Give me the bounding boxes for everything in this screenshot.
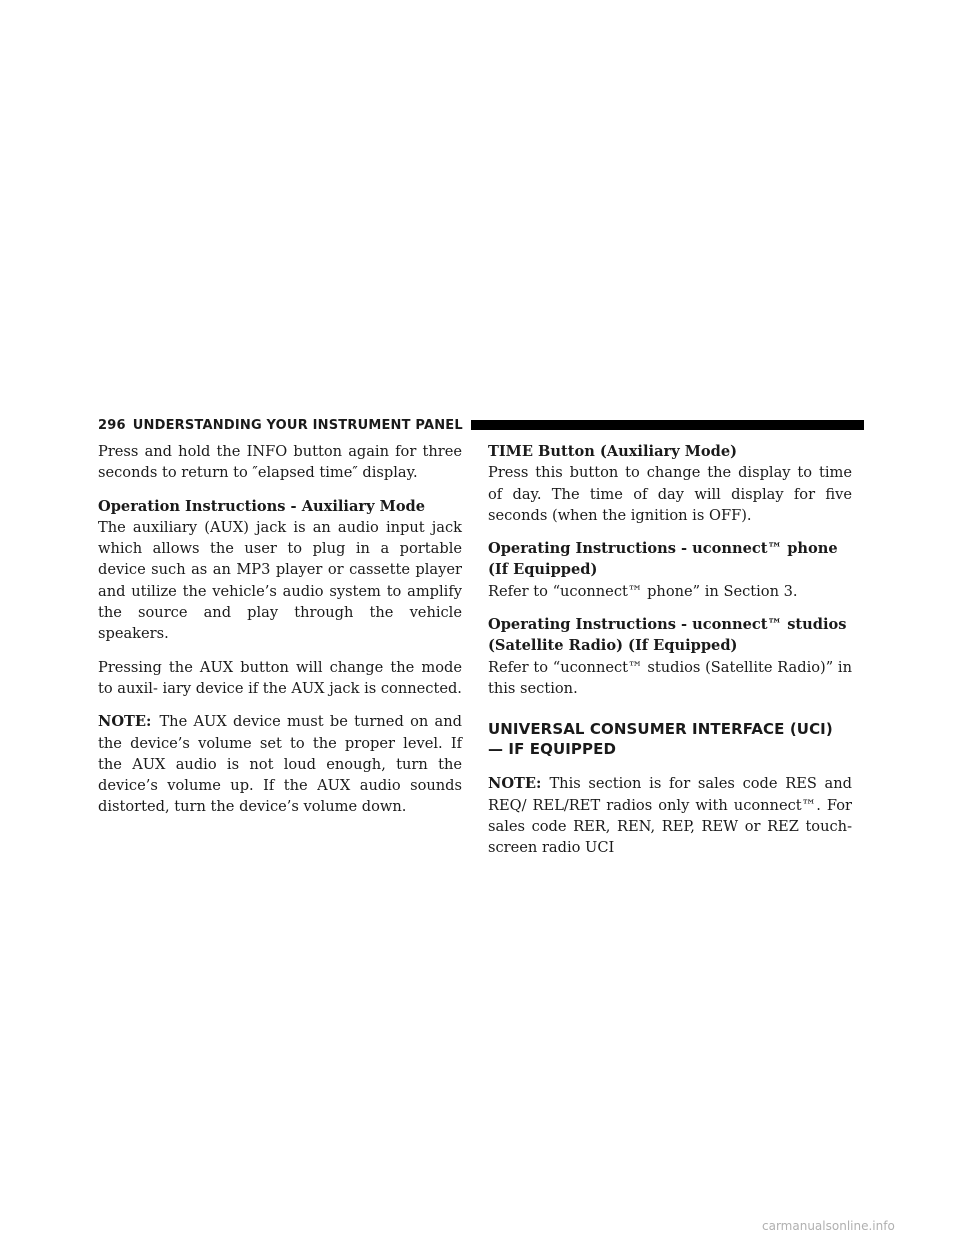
- note-uci: [488, 773, 852, 858]
- paragraph-info-elapsed: Press and hold the INFO button again for three seconds to return to ″elapsed time″ display.: [98, 443, 462, 482]
- heading-time-button: TIME Button (Auxiliary Mode): [488, 443, 738, 460]
- paragraph-time-button: Press this button to change the display to time of day. The time of day will display for five seconds (when the ignition is OFF).: [488, 464, 852, 524]
- heading-uconnect-phone: Operating Instructions - uconnect™ phone (If Equipped): [488, 540, 838, 579]
- note-label: NOTE:: [98, 713, 152, 731]
- section-title: UNDERSTANDING YOUR INSTRUMENT PANEL: [132, 417, 463, 433]
- header-rule: [471, 420, 864, 430]
- paragraph-uconnect-studios: Refer to “uconnect™ studios (Satellite Radio)” in this section.: [488, 658, 852, 697]
- page-number: 296: [98, 417, 126, 433]
- note-text: This section is for sales code RES and REQ/ REL/RET radios only with uconnect™. For sales code RER, REN, REP, REW or REZ touch-screen radio UCI: [488, 775, 852, 857]
- note-text: The AUX device must be turned on and the device’s volume set to the proper level. If the AUX audio is not loud enough, turn the device’s volume up. If the AUX audio sounds distorted, turn the device’s volume down.: [98, 713, 462, 816]
- paragraph-aux-button: Pressing the AUX button will change the mode to auxil- iary device if the AUX jack is connected.: [98, 658, 462, 697]
- heading-uconnect-studios: Operating Instructions - uconnect™ studios (Satellite Radio) (If Equipped): [488, 616, 847, 655]
- left-column: [98, 441, 462, 830]
- note-label: NOTE:: [488, 775, 542, 793]
- paragraph-aux-jack: The auxiliary (AUX) jack is an audio input jack which allows the user to plug in a portable device such as an MP3 player or cassette player and utilize the vehicle’s audio system to amplify the source and play through the vehicle speakers.: [98, 518, 462, 643]
- note-aux-device: [98, 711, 462, 817]
- page-header: [98, 416, 864, 434]
- heading-auxiliary-mode: Operation Instructions - Auxiliary Mode: [98, 497, 426, 515]
- watermark: carmanualsonline.info: [762, 1219, 895, 1233]
- right-column: [488, 441, 852, 870]
- paragraph-uconnect-phone: Refer to “uconnect™ phone” in Section 3.: [488, 582, 798, 600]
- heading-uci: UNIVERSAL CONSUMER INTERFACE (UCI) — IF EQUIPPED: [488, 720, 833, 759]
